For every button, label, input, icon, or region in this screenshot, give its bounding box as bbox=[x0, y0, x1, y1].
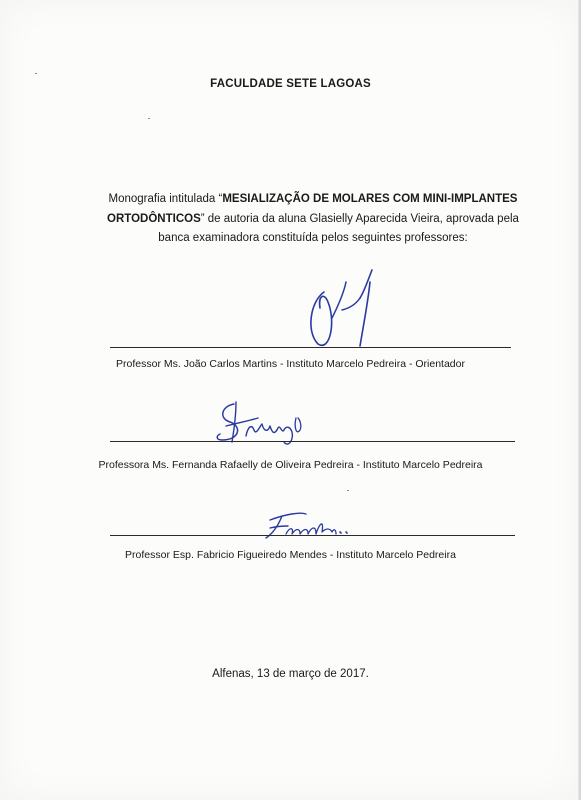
scan-speck bbox=[347, 490, 349, 491]
statement-suffix: ” de autoria da aluna Glasielly Aparecida Vieira, aprovada pela banca examinadora constituída pelos seguintes professores: bbox=[158, 212, 519, 244]
signature-fabricio-mendes bbox=[256, 506, 356, 546]
signature-line bbox=[110, 441, 515, 442]
examiner-2-caption: Professora Ms. Fernanda Rafaelly de Oliveira Pedreira - Instituto Marcelo Pedreira bbox=[98, 459, 483, 471]
signature-fernanda-pedreira bbox=[212, 396, 312, 452]
examiner-1-caption: Professor Ms. João Carlos Martins - Instituto Marcelo Pedreira - Orientador bbox=[116, 358, 465, 370]
approval-statement bbox=[98, 190, 528, 249]
date-line: Alfenas, 13 de março de 2017. bbox=[212, 668, 369, 680]
scan-speck bbox=[148, 118, 150, 119]
monograph-title: MESIALIZAÇÃO DE MOLARES COM MINI-IMPLANTES ORTODÔNTICOS bbox=[107, 193, 518, 225]
scan-speck bbox=[35, 73, 37, 74]
statement-prefix: Monografia intitulada “ bbox=[108, 193, 223, 205]
examiner-3-caption: Professor Esp. Fabricio Figueiredo Mendes - Instituto Marcelo Pedreira bbox=[125, 549, 456, 561]
signature-joao-carlos-martins bbox=[298, 262, 388, 352]
signature-line bbox=[110, 347, 511, 348]
signature-line bbox=[110, 535, 515, 536]
institution-title: FACULDADE SETE LAGOAS bbox=[210, 78, 371, 90]
